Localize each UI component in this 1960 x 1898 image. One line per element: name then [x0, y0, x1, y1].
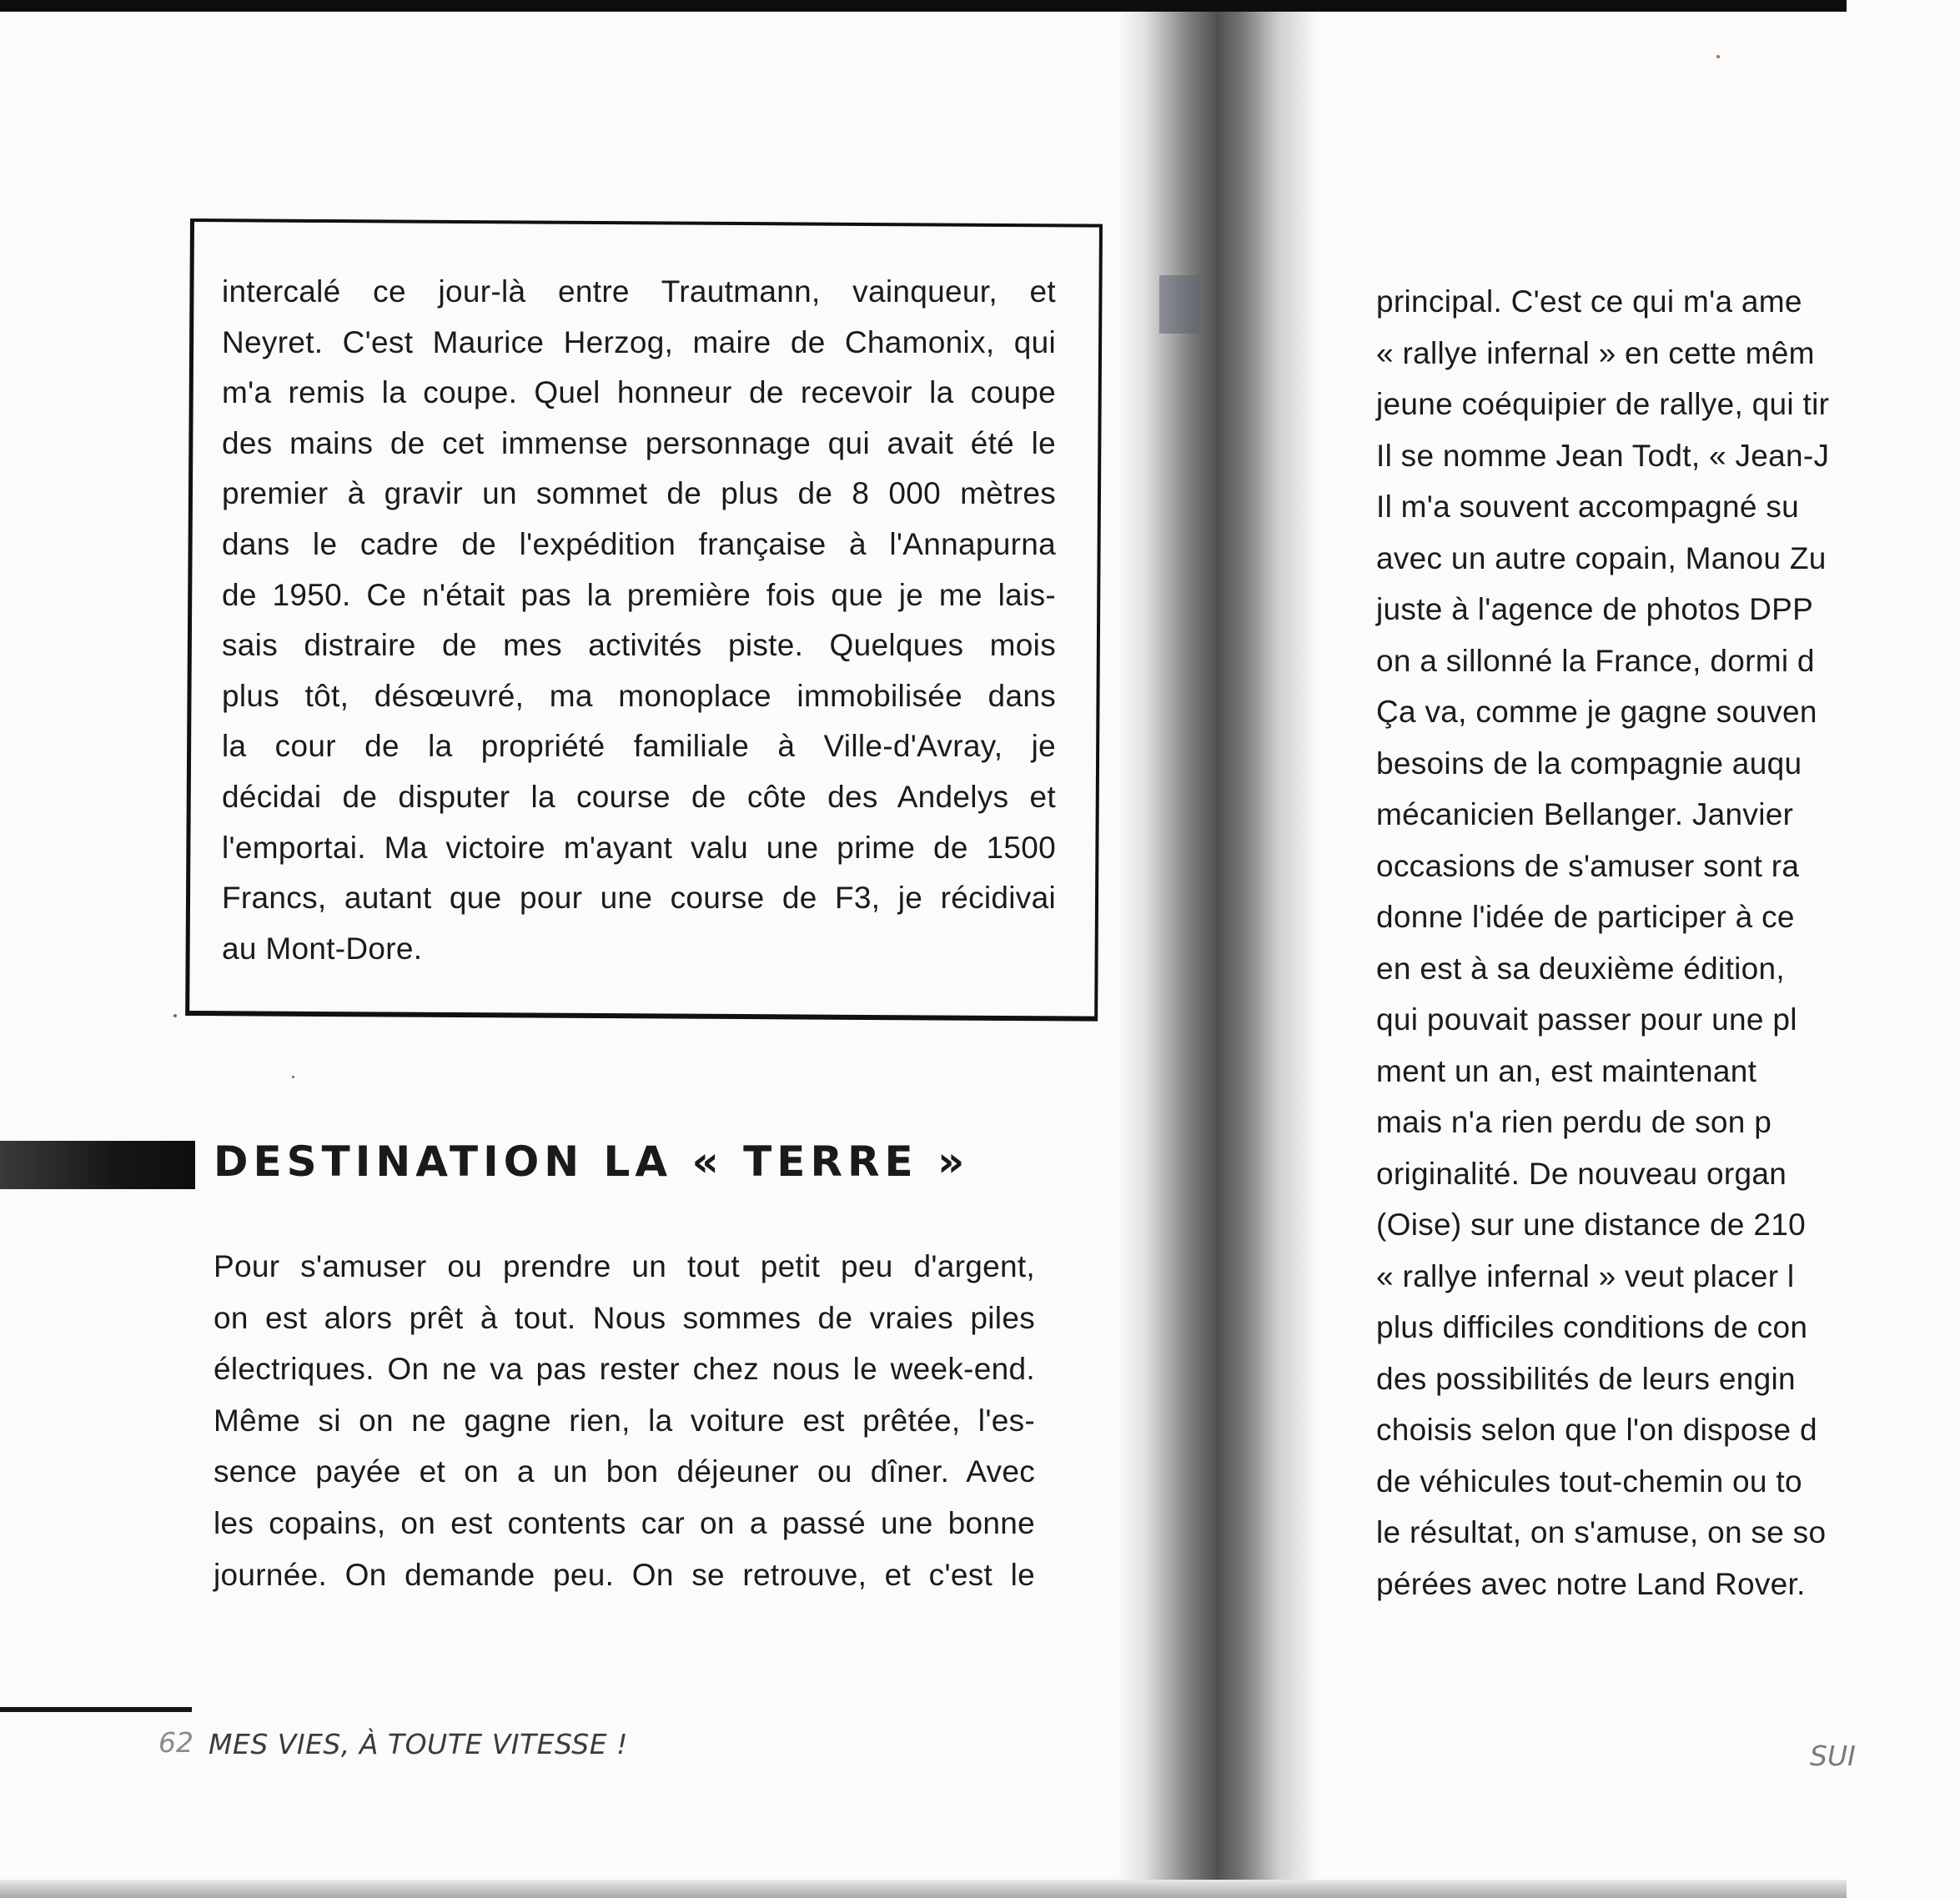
print-speck — [292, 1076, 294, 1078]
body-line: on a sillonné la France, dormi d — [1376, 643, 1815, 678]
body-line: choisis selon que l'on dispose d — [1376, 1413, 1817, 1447]
boxed-passage — [222, 267, 1056, 974]
body-line: « rallye infernal » en cette mêm — [1376, 335, 1815, 370]
gutter-smudge — [1159, 275, 1201, 334]
body-line: besoins de la compagnie auqu — [1376, 746, 1802, 781]
body-line: juste à l'agence de photos DPP — [1376, 592, 1814, 626]
body-line: donne l'idée de participer à ce — [1376, 900, 1795, 934]
right-running-head: SUI — [1810, 1740, 1856, 1772]
body-line: on est alors prêt à tout. Nous sommes de vraies piles — [214, 1300, 1035, 1335]
body-line: originalité. De nouveau organ — [1376, 1156, 1787, 1191]
print-speck — [173, 1014, 177, 1017]
body-line: Même si on ne gagne rien, la voiture est prêtée, l'es- — [214, 1403, 1035, 1438]
body-line: pérées avec notre Land Rover. — [1376, 1566, 1806, 1601]
box-line: Neyret. C'est Maurice Herzog, maire de Chamonix, qui — [222, 324, 1056, 359]
scan-top-edge — [0, 0, 1847, 12]
body-line: qui pouvait passer pour une pl — [1376, 1002, 1797, 1037]
box-line: décidai de disputer la course de côte des Andelys et — [222, 779, 1056, 814]
body-line: (Oise) sur une distance de 210 — [1376, 1208, 1806, 1242]
box-line: de 1950. Ce n'était pas la première fois que je me lais- — [222, 577, 1056, 612]
left-body-text — [214, 1241, 1035, 1600]
body-line: occasions de s'amuser sont ra — [1376, 848, 1800, 883]
body-line: « rallye infernal » veut placer l — [1376, 1258, 1795, 1293]
body-line: Pour s'amuser ou prendre un tout petit peu d'argent, — [214, 1249, 1035, 1283]
body-line: Ça va, comme je gagne souven — [1376, 695, 1817, 729]
right-page — [1316, 12, 1856, 1880]
body-line: les copains, on est contents car on a passé une bonne — [214, 1505, 1035, 1540]
body-line: Il m'a souvent accompagné su — [1376, 490, 1800, 524]
body-line: Il se nomme Jean Todt, « Jean-J — [1376, 438, 1830, 473]
print-speck — [1716, 55, 1720, 58]
body-line: plus difficiles conditions de con — [1376, 1310, 1808, 1344]
body-line: le résultat, on s'amuse, on se so — [1376, 1515, 1827, 1549]
footer-rule — [0, 1707, 192, 1712]
scan-bottom-edge — [0, 1880, 1847, 1898]
box-line: plus tôt, désœuvré, ma monoplace immobilisée dans — [222, 678, 1056, 713]
body-line: mais n'a rien perdu de son p — [1376, 1105, 1772, 1139]
running-head: MES VIES, À TOUTE VITESSE ! — [209, 1728, 628, 1760]
box-line: dans le cadre de l'expédition française à l'Annapurna — [222, 526, 1056, 561]
body-line: en est à sa deuxième édition, — [1376, 951, 1786, 986]
box-line: Francs, autant que pour une course de F3, je récidivai — [222, 881, 1056, 916]
box-line: intercalé ce jour-là entre Trautmann, vainqueur, et — [222, 274, 1056, 309]
box-line: la cour de la propriété familiale à Ville-d'Avray, je — [222, 729, 1056, 764]
body-line: de véhicules tout-chemin ou to — [1376, 1464, 1802, 1499]
box-line: premier à gravir un sommet de plus de 8 000 mètres — [222, 476, 1056, 511]
box-line: des mains de cet immense personnage qui avait été le — [222, 425, 1056, 460]
right-body-text — [1376, 276, 1960, 1609]
body-line: ment un an, est maintenant — [1376, 1053, 1757, 1088]
book-gutter-shadow — [1118, 12, 1318, 1880]
body-line: des possibilités de leurs engin — [1376, 1361, 1796, 1396]
body-line: électriques. On ne va pas rester chez nous le week-end. — [214, 1352, 1035, 1387]
box-line: sais distraire de mes activités piste. Quelques mois — [222, 628, 1056, 663]
box-line: au Mont-Dore. — [222, 931, 423, 966]
body-line: journée. On demande peu. On se retrouve, et c'est le — [214, 1557, 1035, 1592]
body-line: principal. C'est ce qui m'a ame — [1376, 284, 1802, 319]
section-title: DESTINATION LA « TERRE » — [214, 1137, 970, 1186]
body-line: jeune coéquipier de rallye, qui tir — [1376, 387, 1830, 421]
section-marker-bar — [0, 1141, 195, 1189]
box-line: m'a remis la coupe. Quel honneur de recevoir la coupe — [222, 375, 1056, 410]
page-number: 62 — [158, 1726, 193, 1759]
box-line: l'emportai. Ma victoire m'ayant valu une prime de 1500 — [222, 830, 1056, 865]
body-line: avec un autre copain, Manou Zu — [1376, 540, 1827, 575]
body-line: mécanicien Bellanger. Janvier — [1376, 797, 1794, 831]
body-line: sence payée et on a un bon déjeuner ou dîner. Avec — [214, 1454, 1035, 1489]
